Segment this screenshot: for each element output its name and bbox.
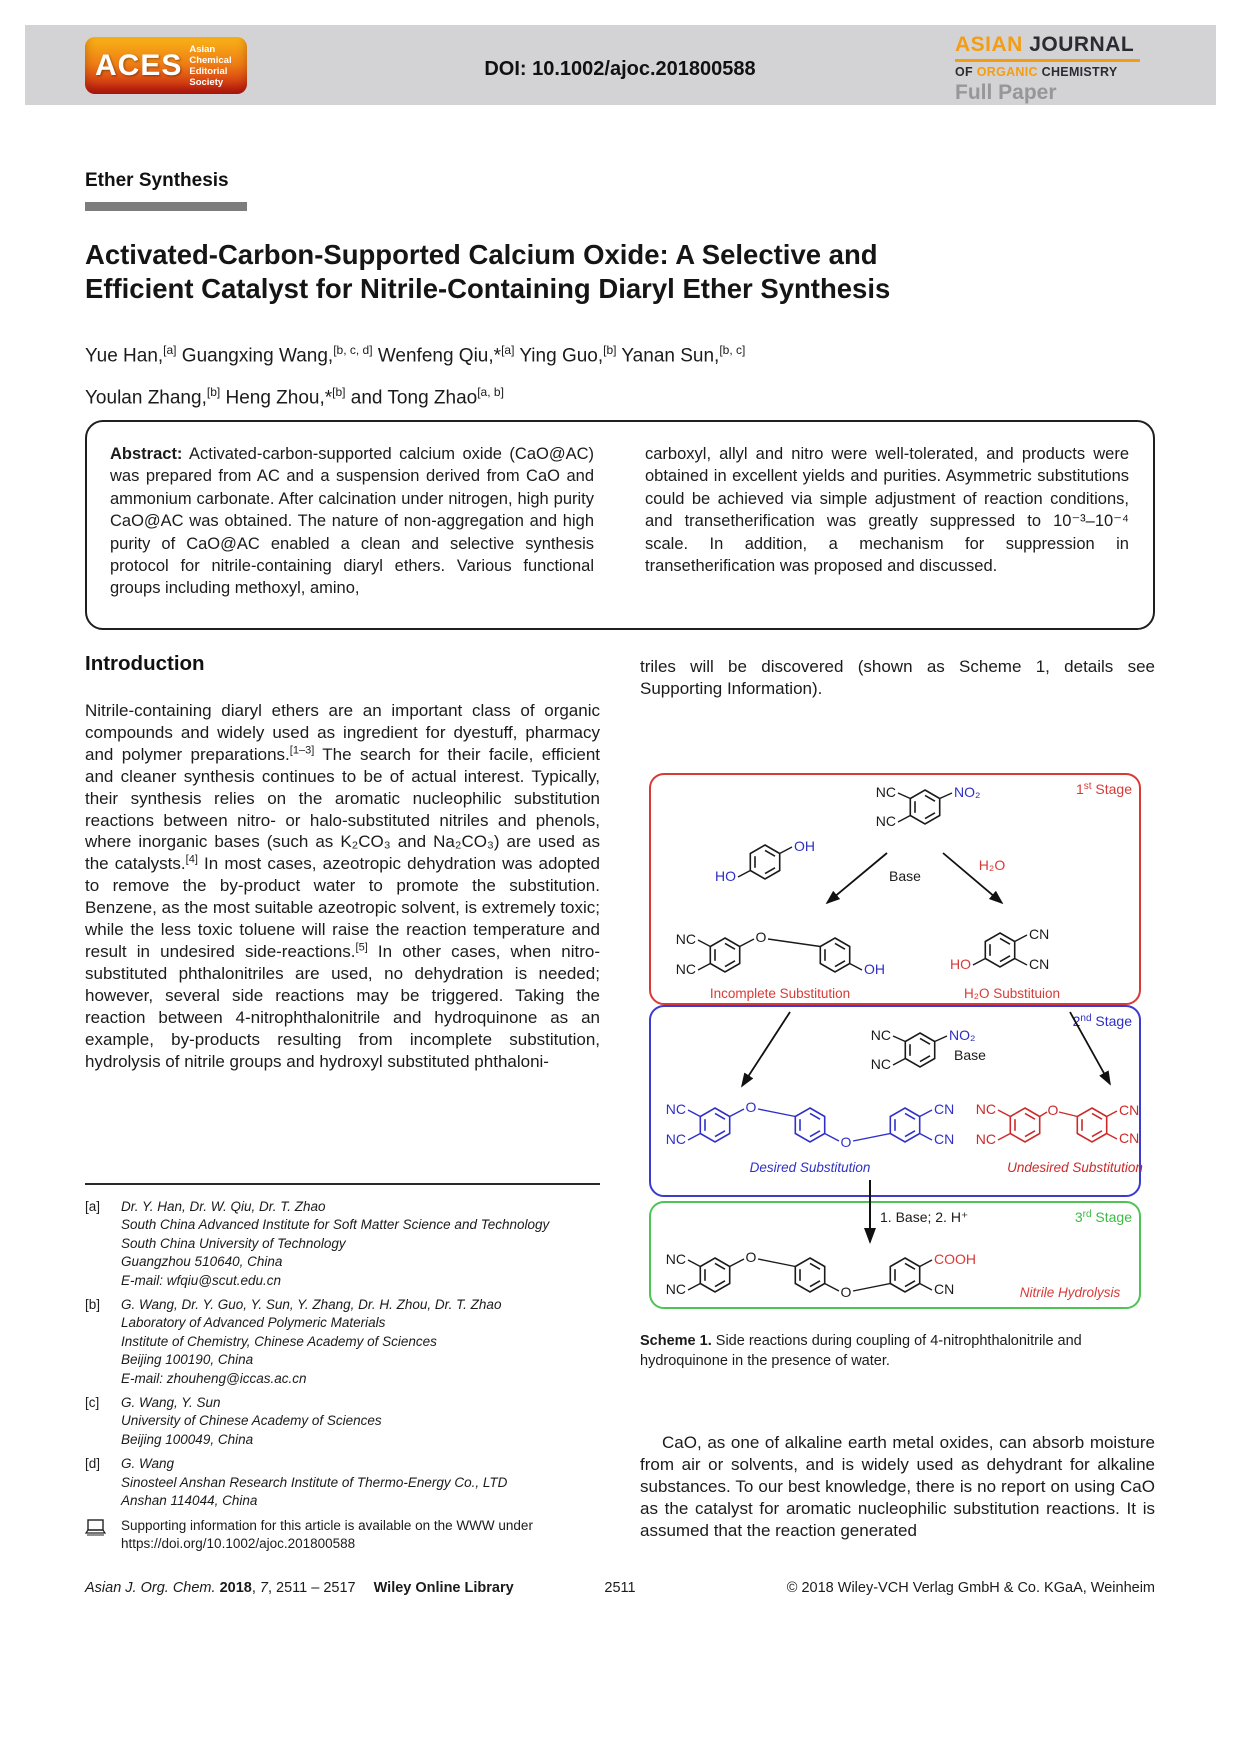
cn-label: CN <box>1029 926 1050 942</box>
stage1-box <box>650 774 1140 1004</box>
nc-label: NC <box>665 1251 686 1267</box>
article-title: Activated-Carbon-Supported Calcium Oxide: A Selective and Efficient Catalyst for Nitrile-Containing Diaryl Ether Synthesis <box>85 239 891 304</box>
no2-label: NO₂ <box>954 784 981 800</box>
intro-paragraph-continuation: triles will be discovered (shown as Scheme 1, details see Supporting Information). <box>640 657 1155 698</box>
stage2-arrow-left <box>742 1012 790 1086</box>
cn-label: CN <box>1029 956 1050 972</box>
article-type-label: Full Paper <box>955 81 1057 104</box>
supporting-url: https://doi.org/10.1002/ajoc.201800588 <box>121 1535 356 1551</box>
body-paragraph-2: CaO, as one of alkaline earth metal oxides, can absorb moisture from air or solvents, and is widely used as dehydrant for alkaline substances. To our best knowledge, there is no report on using CaO as the catalyst for aromatic nucleophilic substitution reactions. It is assumed that the reaction generated <box>640 1433 1155 1540</box>
o-label: O <box>1047 1102 1059 1118</box>
introduction-heading: Introduction <box>85 652 205 675</box>
wiley-online-library-label: Wiley Online Library <box>373 1580 514 1596</box>
scheme-1-figure <box>640 760 1155 1320</box>
scheme-caption: Scheme 1. Side reactions during coupling of 4-nitrophthalonitrile and hydroquinone in the presence of water. <box>640 1333 1082 1369</box>
nc-label: NC <box>675 961 696 977</box>
nc-label: NC <box>665 1131 686 1147</box>
nc-label: NC <box>875 813 896 829</box>
cooh-label: COOH <box>934 1251 976 1267</box>
undesired-caption: Undesired Substitution <box>1007 1160 1143 1175</box>
hydrolysis-product-structure <box>688 1258 932 1292</box>
copyright-notice: © 2018 Wiley-VCH Verlag GmbH & Co. KGaA, Weinheim <box>786 1580 1155 1596</box>
nitrophthalonitrile-structure-2 <box>893 1033 947 1067</box>
o-label: O <box>755 929 767 945</box>
author-list: Yue Han,[a] Guangxing Wang,[b, c, d] Wenfeng Qiu,*[a] Ying Guo,[b] Yanan Sun,[b, c] Youlan Zhang,[b] Heng Zhou,*[b] and Tong Zhao[a, b] <box>85 343 746 409</box>
cn-label: CN <box>1119 1130 1140 1146</box>
o-label: O <box>745 1099 757 1115</box>
stage3-label: 3rd Stage <box>1074 1209 1132 1225</box>
nc-label: NC <box>975 1131 996 1147</box>
journal-logo <box>955 33 1155 105</box>
footnote-b: [b] G. Wang, Dr. Y. Guo, Y. Sun, Y. Zhang, Dr. H. Zhou, Dr. T. Zhao Laboratory of Advanced Polymeric Materials Institute of Chemistry, Chinese Academy of Sciences Beijing 100190, China E-mail: zhouheng@iccas.ac.cn <box>85 1297 502 1386</box>
incomplete-product-structure <box>698 938 862 972</box>
aces-subtitle: Asian Chemical Editorial Society <box>189 43 232 88</box>
footnote-a: [a] Dr. Y. Han, Dr. W. Qiu, Dr. T. Zhao South China Advanced Institute for Soft Matter Science and Technology South China University of Technology Guangzhou 510640, China E-mail: wfqiu@scut.edu.cn <box>85 1199 550 1288</box>
stage1-label: 1st Stage <box>1075 781 1132 797</box>
nc-label: NC <box>870 1027 891 1043</box>
oh-label: OH <box>864 961 885 977</box>
incomplete-caption: Incomplete Substitution <box>709 986 851 1001</box>
oh-label: OH <box>794 838 815 854</box>
hydrolysis-caption: Nitrile Hydrolysis <box>1019 1285 1121 1300</box>
nitrophthalonitrile-structure <box>898 790 952 824</box>
nc-label: NC <box>975 1101 996 1117</box>
o-label: O <box>840 1284 852 1300</box>
h2o-product-structure <box>973 933 1027 967</box>
kicker-underline <box>85 202 247 211</box>
cn-label: CN <box>934 1101 955 1117</box>
nc-label: NC <box>875 784 896 800</box>
nc-label: NC <box>665 1281 686 1297</box>
abstract-column-2: carboxyl, allyl and nitro were well-tolerated, and products were obtained in excellent yields and purities. Asymmetric substitutions could be achieved via simple adjustment of reaction conditions, and transetherification was greatly suppressed to 10⁻³–10⁻⁴ scale. In addition, a mechanism for suppression in transetherification was proposed and discussed. <box>645 445 1129 576</box>
footnote-block <box>85 1198 600 1559</box>
aces-acronym: ACES <box>95 48 183 82</box>
section-kicker: Ether Synthesis <box>85 170 229 191</box>
hydroquinone-structure <box>738 845 792 879</box>
doi-text: DOI: 10.1002/ajoc.201800588 <box>484 58 756 80</box>
stage2-label: 2nd Stage <box>1072 1013 1132 1029</box>
o-label: O <box>745 1249 757 1265</box>
journal-logo-rule <box>955 59 1140 62</box>
footnote-rule <box>85 1183 600 1185</box>
no2-label: NO₂ <box>949 1027 976 1043</box>
journal-reference: Asian J. Org. Chem. 2018, 7, 2511 – 2517 Wiley Online Library <box>85 1580 514 1596</box>
desired-caption: Desired Substitution <box>749 1160 871 1175</box>
cn-label: CN <box>934 1131 955 1147</box>
ho-label: HO <box>950 956 971 972</box>
journal-name-line2: OF ORGANIC CHEMISTRY <box>955 65 1118 79</box>
nc-label: NC <box>675 931 696 947</box>
footnote-d: [d] G. Wang Sinosteel Anshan Research Institute of Thermo-Energy Co., LTD Anshan 114044, China <box>85 1456 508 1509</box>
base-label: Base <box>954 1047 986 1063</box>
base-label: Base <box>889 868 921 884</box>
o-label: O <box>840 1134 852 1150</box>
stage3-conditions: 1. Base; 2. H⁺ <box>880 1209 969 1225</box>
reference-marker: [4] <box>185 853 198 866</box>
journal-name-line1: ASIAN JOURNAL <box>955 33 1135 56</box>
cn-label: CN <box>1119 1102 1140 1118</box>
computer-icon <box>85 1517 121 1554</box>
ho-label: HO <box>715 868 736 884</box>
nc-label: NC <box>870 1056 891 1072</box>
page-number: 2511 <box>604 1580 636 1596</box>
abstract-column-1: Abstract: Activated-carbon-supported calcium oxide (CaO@AC) was prepared from AC and a suspension derived from CaO and ammonium carbonate. After calcination under nitrogen, high purity CaO@AC was obtained. The nature of non-aggregation and high purity of CaO@AC enabled a clean and selective synthesis protocol for nitrile-containing diaryl ethers. Various functional groups including methoxyl, amino, <box>110 445 594 598</box>
reference-marker: [5] <box>355 941 368 954</box>
footnote-c: [c] G. Wang, Y. Sun University of Chinese Academy of Sciences Beijing 100049, China <box>85 1395 382 1447</box>
h2o-label: H₂O <box>978 857 1006 873</box>
supporting-info-note: Supporting information for this article is available on the WWW under https://doi.org/10.1002/ajoc.201800588 <box>85 1517 600 1554</box>
desired-product-structure <box>688 1108 932 1142</box>
stage1-arrow-left <box>827 853 887 903</box>
intro-paragraph: Nitrile-containing diaryl ethers are an important class of organic compounds and widely used as ingredient for dyestuff, pharmacy and polymer preparations.[1–3] The search for their facile, efficient and cleaner synthesis continues to be of actual interest. Typically, their synthesis relies on the aromatic nucleophilic substitution reactions between nitro- or halo-substituted nitriles and phenols, where inorganic bases (such as K₂CO₃ and Na₂CO₃) are used as the catalysts.[4] In most cases, azeotropic dehydration was adopted to remove the by-product water to promote the substitution. Benzene, as the most suitable azeotropic solvent, is extremely toxic; while the less toxic toluene will raise the reaction temperature and result in undesired side-reactions.[5] In other cases, when nitro-substituted phthalonitriles are used, no dehydration is needed; however, several side reactions may be triggered. Taking the reaction between 4-nitrophthalonitrile and hydroquinone as an example, by-products resulting from incomplete substitution, hydrolysis of nitrile groups and hydroxyl substituted phthaloni- <box>85 701 601 1071</box>
cn-label: CN <box>934 1281 955 1297</box>
reference-marker: [1–3] <box>289 744 315 757</box>
h2o-substitution-caption: H₂O Substituion <box>963 986 1061 1001</box>
nc-label: NC <box>665 1101 686 1117</box>
